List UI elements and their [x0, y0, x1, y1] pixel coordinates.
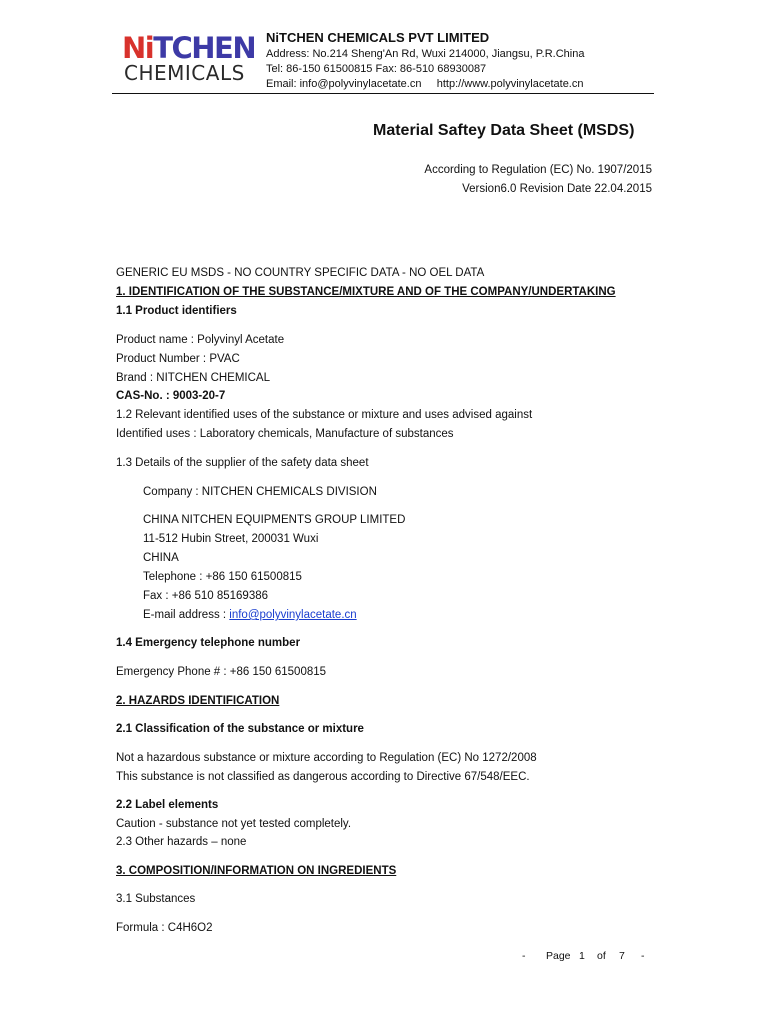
logo-red-text: Ni: [122, 31, 154, 65]
section-2-heading: 2. HAZARDS IDENTIFICATION: [116, 695, 280, 707]
section-3-1-heading: 3.1 Substances: [116, 893, 196, 905]
not-hazardous-statement: Not a hazardous substance or mixture according to Regulation (EC) No 1272/2008: [116, 752, 537, 764]
header-divider: [112, 93, 654, 94]
supplier-telephone: Telephone : +86 150 61500815: [143, 571, 302, 583]
footer-dash-left: -: [522, 950, 526, 962]
section-1-heading: 1. IDENTIFICATION OF THE SUBSTANCE/MIXTURE AND OF THE COMPANY/UNDERTAKING: [116, 286, 616, 298]
company-email-web: Email: info@polyvinylacetate.cn http://www.polyvinylacetate.cn: [266, 78, 584, 90]
other-hazards: 2.3 Other hazards – none: [116, 836, 247, 848]
emergency-phone: Emergency Phone # : +86 150 61500815: [116, 666, 327, 678]
cas-number: CAS-No. : 9003-20-7: [116, 390, 226, 402]
product-name: Product name : Polyvinyl Acetate: [116, 334, 285, 346]
identified-uses: Identified uses : Laboratory chemicals, Manufacture of substances: [116, 428, 454, 440]
not-classified-statement: This substance is not classified as dangerous according to Directive 67/548/EEC.: [116, 771, 530, 783]
email-link[interactable]: info@polyvinylacetate.cn: [229, 609, 357, 621]
version-line: Version6.0 Revision Date 22.04.2015: [462, 183, 652, 195]
section-1-1-heading: 1.1 Product identifiers: [116, 305, 237, 317]
regulation-line: According to Regulation (EC) No. 1907/2015: [424, 164, 652, 176]
company-tel-fax: Tel: 86-150 61500815 Fax: 86-510 68930087: [266, 63, 487, 75]
email-label: E-mail address :: [143, 609, 230, 621]
section-3-heading: 3. COMPOSITION/INFORMATION ON INGREDIENTS: [116, 865, 397, 877]
supplier-country: CHINA: [143, 552, 179, 564]
product-number: Product Number : PVAC: [116, 353, 240, 365]
logo-blue-text: TCHEN: [153, 31, 256, 65]
company-logo: [122, 33, 255, 63]
footer-dash-right: -: [641, 950, 645, 962]
logo-subtitle: CHEMICALS: [124, 61, 245, 85]
generic-notice: GENERIC EU MSDS - NO COUNTRY SPECIFIC DATA - NO OEL DATA: [116, 267, 485, 279]
formula: Formula : C4H6O2: [116, 922, 213, 934]
supplier-group: CHINA NITCHEN EQUIPMENTS GROUP LIMITED: [143, 514, 406, 526]
company-address: Address: No.214 Sheng'An Rd, Wuxi 214000, Jiangsu, P.R.China: [266, 48, 585, 60]
document-title: Material Saftey Data Sheet (MSDS): [373, 122, 635, 139]
supplier-fax: Fax : +86 510 85169386: [143, 590, 269, 602]
section-1-4-heading: 1.4 Emergency telephone number: [116, 637, 301, 649]
company-name: NiTCHEN CHEMICALS PVT LIMITED: [266, 30, 490, 45]
brand: Brand : NITCHEN CHEMICAL: [116, 372, 271, 384]
footer-page-label: Page: [546, 950, 571, 962]
section-2-1-heading: 2.1 Classification of the substance or mixture: [116, 723, 364, 735]
footer-of-label: of: [597, 950, 606, 962]
supplier-street: 11-512 Hubin Street, 200031 Wuxi: [143, 533, 319, 545]
supplier-email: [143, 608, 357, 623]
footer-page-total: 7: [619, 950, 625, 962]
section-2-2-heading: 2.2 Label elements: [116, 799, 219, 811]
caution-statement: Caution - substance not yet tested completely.: [116, 818, 352, 830]
section-1-3-heading: 1.3 Details of the supplier of the safety data sheet: [116, 457, 369, 469]
section-1-2-heading: 1.2 Relevant identified uses of the substance or mixture and uses advised against: [116, 409, 533, 421]
footer-page-current: 1: [579, 950, 585, 962]
supplier-company: Company : NITCHEN CHEMICALS DIVISION: [143, 486, 377, 498]
